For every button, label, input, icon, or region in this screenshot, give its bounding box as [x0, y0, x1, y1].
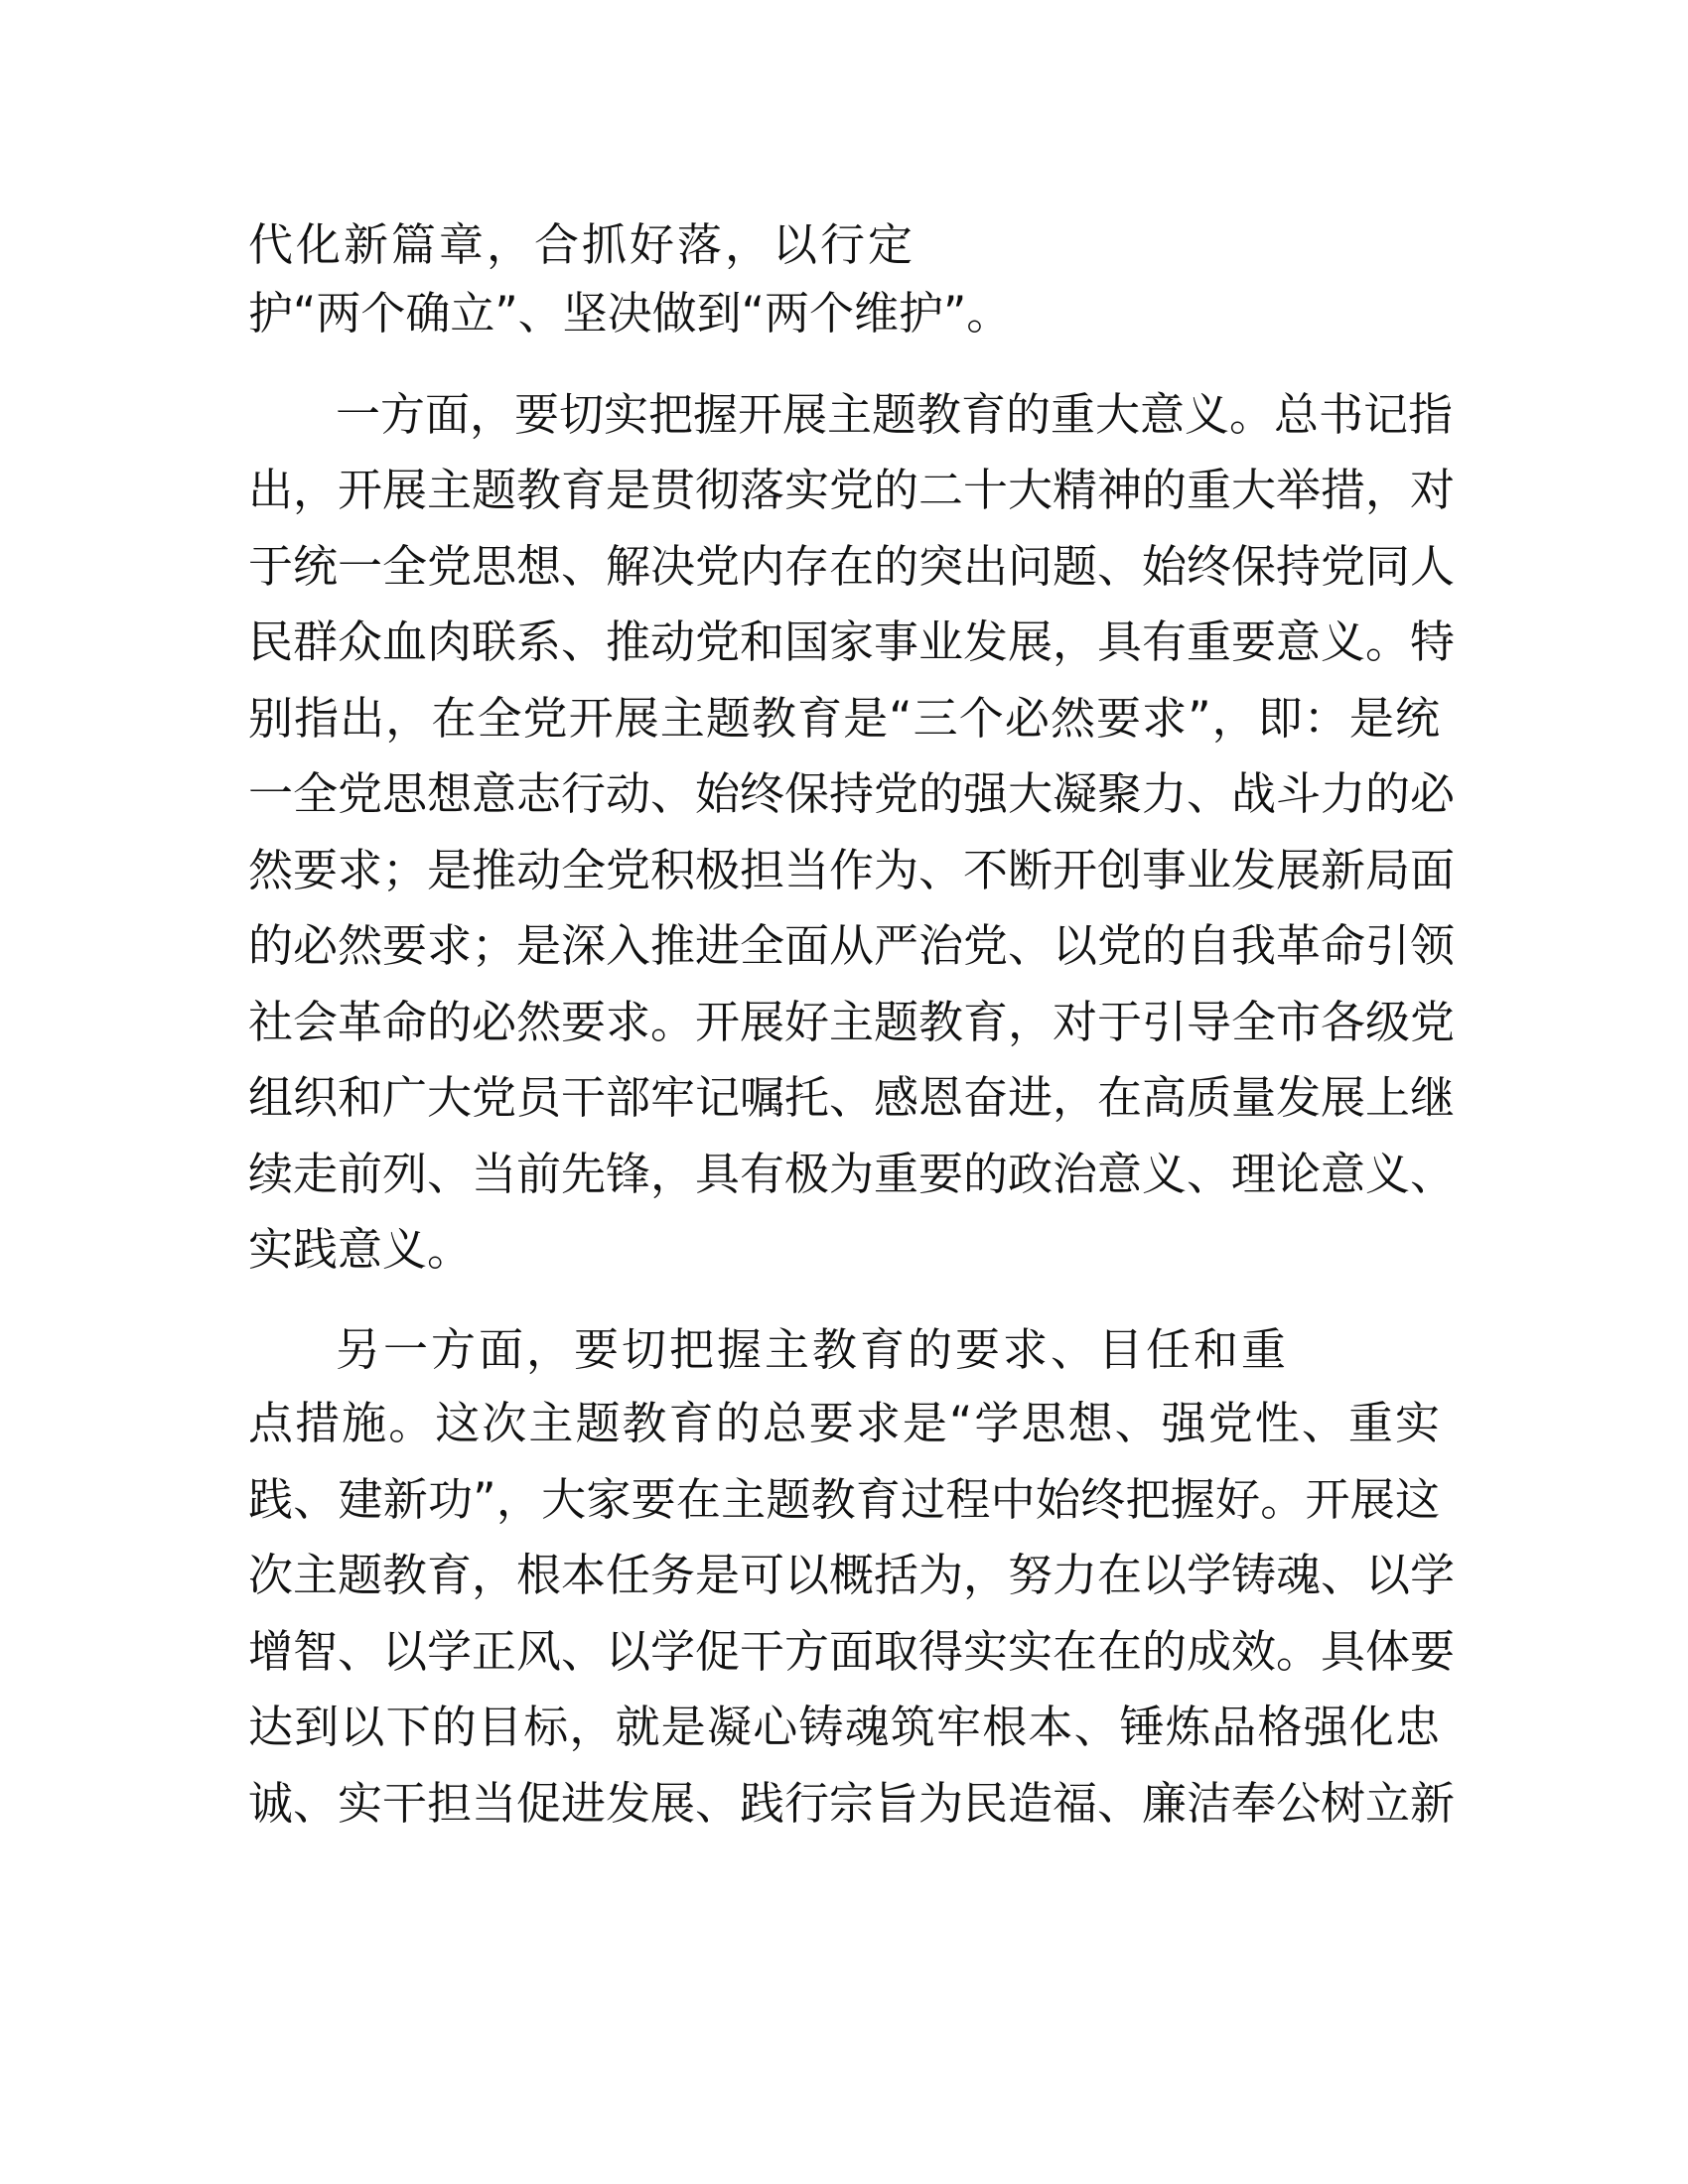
paragraph-2-line-1: 另一方面，要切把握主教育的要求、目任和重: [336, 1323, 1290, 1376]
paragraph-1-line-4: 民群众血肉联系、推动党和国家事业发展，具有重要意义。特: [248, 615, 1456, 668]
paragraph-1-line-7: 然要求；是推动全党积极担当作为、不断开创事业发展新局面: [248, 844, 1456, 896]
paragraph-2-line-3: 践、建新功”，大家要在主题教育过程中始终把握好。开展这: [248, 1473, 1440, 1526]
paragraph-1-line-1: 一方面，要切实把握开展主题教育的重大意义。总书记指: [336, 388, 1454, 441]
paragraph-1-line-9: 社会革命的必然要求。开展好主题教育，对于引导全市各级党: [248, 996, 1456, 1048]
paragraph-1-line-10: 组织和广大党员干部牢记嘱托、感恩奋进，在高质量发展上继: [248, 1071, 1456, 1124]
paragraph-2-line-2: 点措施。这次主题教育的总要求是“学思想、强党性、重实: [248, 1397, 1440, 1449]
paragraph-2-line-4: 次主题教育，根本任务是可以概括为，努力在以学铸魂、以学: [248, 1549, 1456, 1601]
paragraph-1-line-3: 于统一全党思想、解决党内存在的突出问题、始终保持党同人: [248, 540, 1456, 593]
paragraph-1-line-8: 的必然要求；是深入推进全面从严治党、以党的自我革命引领: [248, 919, 1456, 972]
paragraph-1-line-11: 续走前列、当前先锋，具有极为重要的政治意义、理论意义、: [248, 1148, 1456, 1200]
paragraph-1-line-12: 实践意义。: [248, 1223, 473, 1276]
paragraph-2-line-7: 诚、实干担当促进发展、践行宗旨为民造福、廉洁奉公树立新: [248, 1777, 1456, 1830]
paragraph-1-line-2: 出，开展主题教育是贯彻落实党的二十大精神的重大举措，对: [248, 464, 1456, 516]
paragraph-1-line-6: 一全党思想意志行动、始终保持党的强大凝聚力、战斗力的必: [248, 767, 1456, 820]
paragraph-1-line-5: 别指出，在全党开展主题教育是“三个必然要求”，即：是统: [248, 692, 1440, 745]
paragraph-2-line-6: 达到以下的目标，就是凝心铸魂筑牢根本、锤炼品格强化忠: [248, 1701, 1440, 1753]
text-line-2: 护“两个确立”、坚决做到“两个维护”。: [248, 287, 1012, 340]
paragraph-2-line-5: 增智、以学正风、以学促干方面取得实实在在的成效。具体要: [248, 1625, 1456, 1678]
text-line-1: 代化新篇章，合抓好落，以行定: [248, 218, 916, 271]
